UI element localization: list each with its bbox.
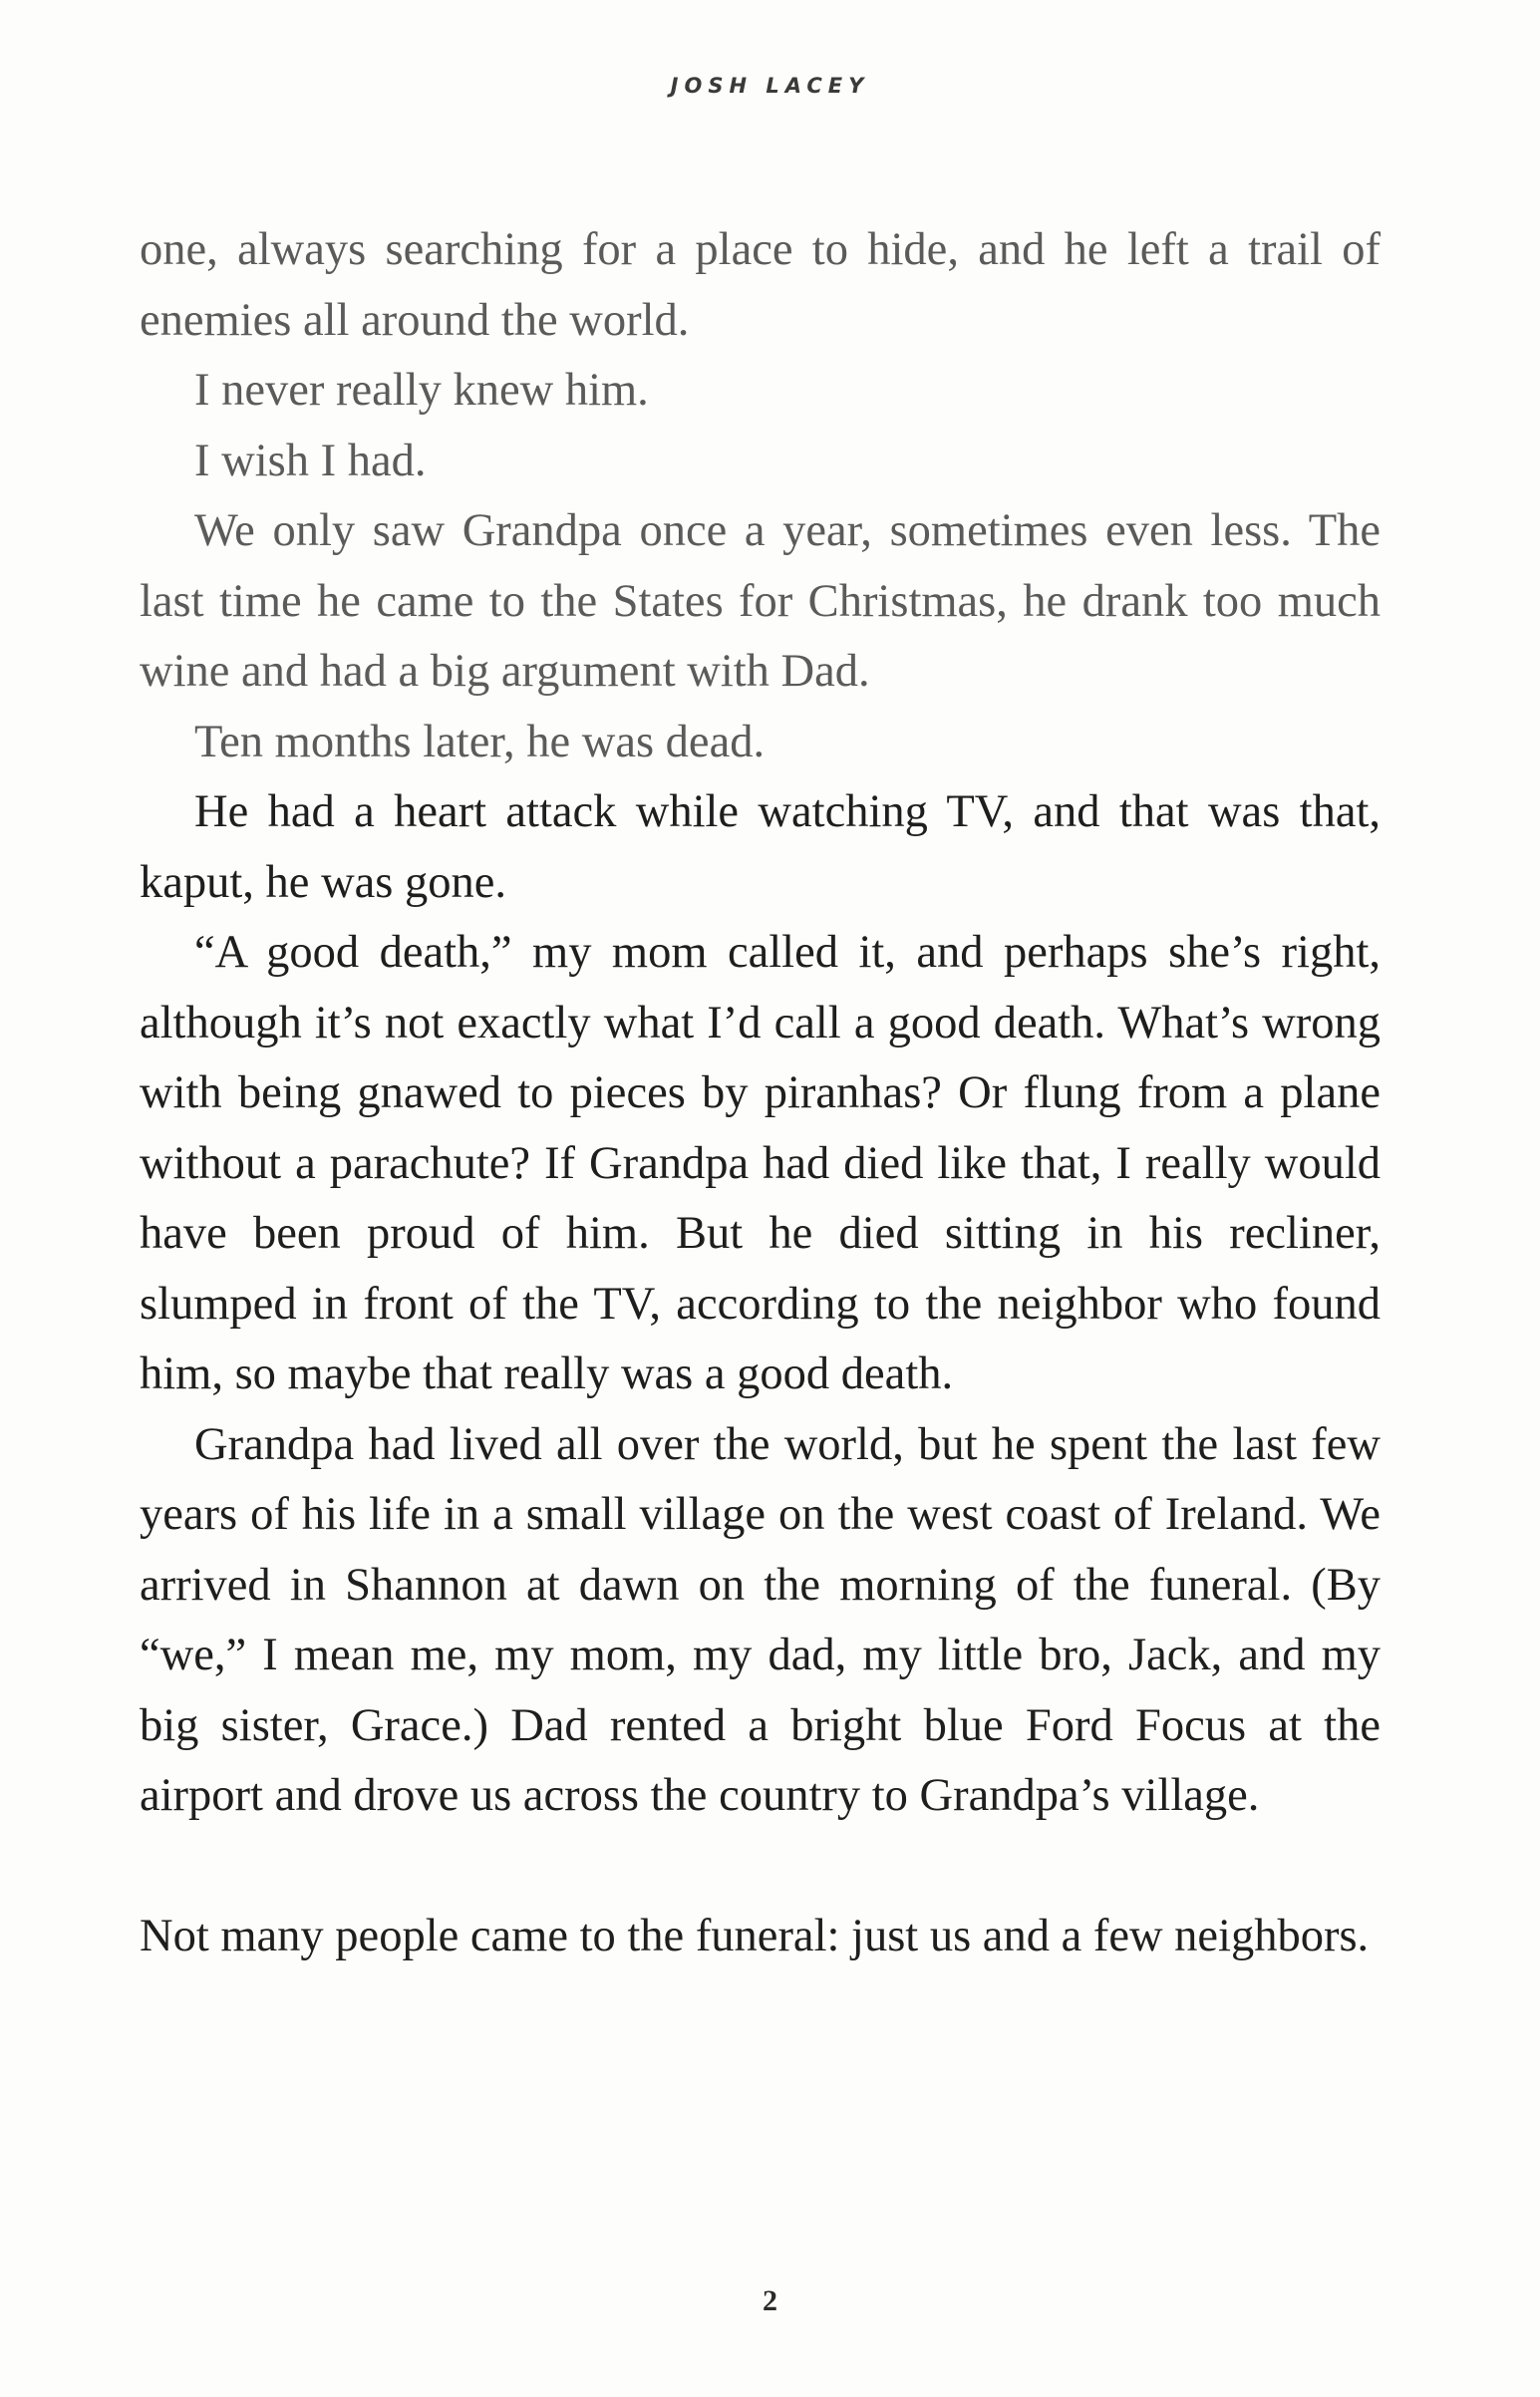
paragraph-section-start: Not many people came to the funeral: just us and a few neighbors.: [140, 1910, 1370, 1961]
body-text: [140, 215, 1381, 1971]
page-number: 2: [763, 2284, 777, 2317]
running-head-author: JOSH LACEY: [670, 74, 870, 98]
paragraph: Ten months later, he was dead.: [194, 716, 766, 767]
paragraph: I wish I had.: [194, 435, 427, 486]
paragraph: Grandpa had lived all over the world, but he spent the last few years of his life in a small village on the west coast of Ireland. We arrived in Shannon at dawn on the morning of the funeral. (By “we,” I mean me, my mom, my dad, my little bro, Jack, and my big sister, Grace.) Dad rented a bright blue Ford Focus at the airport and drove us across the country to Grandpa’s village.: [140, 1418, 1381, 1821]
paragraph: I never really knew him.: [194, 365, 649, 416]
paragraph: We only saw Grandpa once a year, sometimes even less. The last time he came to the States for Christmas, he drank too much wine and had a big argument with Dad.: [140, 505, 1381, 697]
paragraph-continuation: one, always searching for a place to hide, and he left a trail of enemies all around the world.: [140, 224, 1381, 346]
paragraph: He had a heart attack while watching TV, and that was that, kaput, he was gone.: [140, 786, 1381, 908]
paragraph: “A good death,” my mom called it, and perhaps she’s right, although it’s not exactly what I’d call a good death. What’s wrong with being gnawed to pieces by piranhas? Or flung from a plane without a parachute? If Grandpa had died like that, I really would have been proud of him. But he died sitting in his recliner, slumped in front of the TV, according to the neighbor who found him, so maybe that really was a good death.: [140, 927, 1381, 1399]
